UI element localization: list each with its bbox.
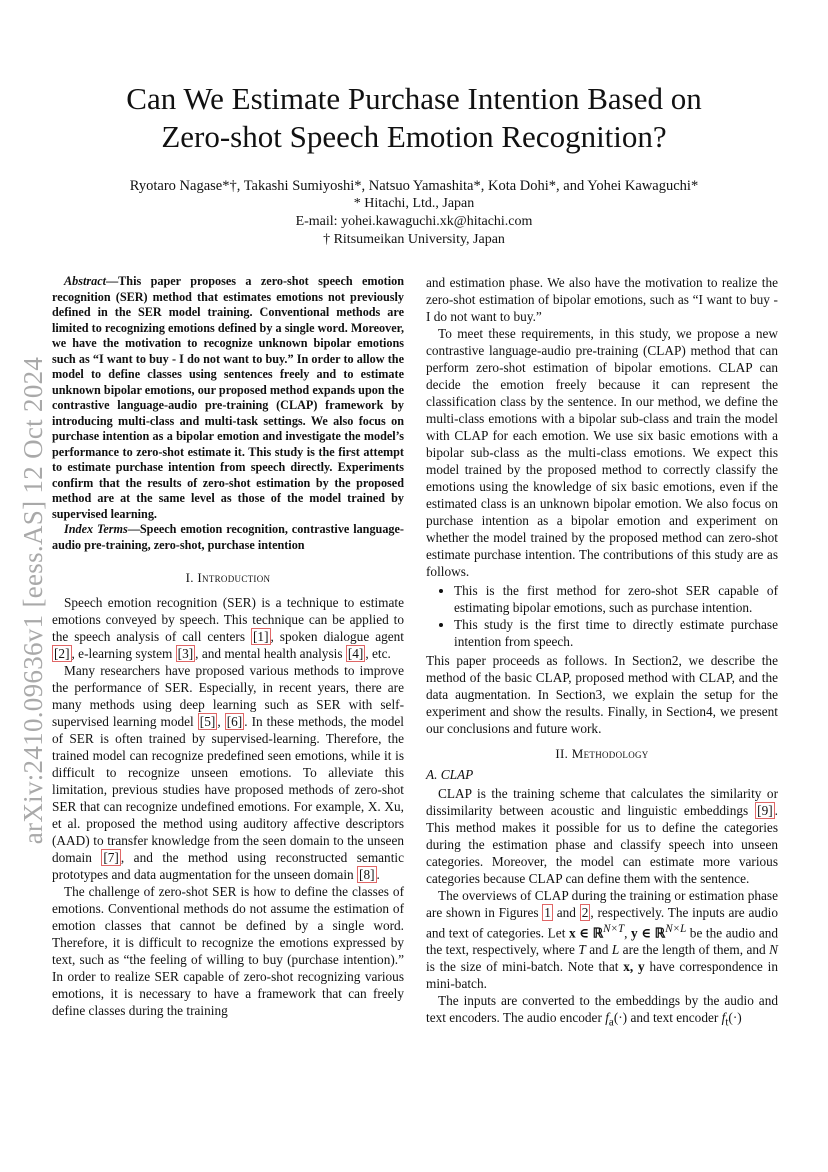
author-block: [60, 177, 768, 249]
text-run: , and mental health analysis: [195, 646, 346, 661]
intro-paragraph-5: This paper proceeds as follows. In Section2, we describe the method of the basic CLAP, proposed method with CLAP, and the data augmentation. In Section3, we explain the setup for the experiment and show the results. Finally, in Section4, we present our conclusions and future work.: [426, 653, 778, 736]
text-run: , respectively. The inputs are audio and text of categories. Let: [426, 905, 778, 941]
figure-link[interactable]: 1: [544, 905, 551, 920]
text-run: . In these methods, the model of SER is often trained by supervised-learning. Therefore, the trained model can recognize predefined seen emotions, while it is difficult to recognize unseen emotions. To alleviate this limitation, previous studies have proposed methods of zero-shot SER that can recognize undefined emotions. For example, X. Xu, et al. proposed the method using auditory affective descriptors (AAD) to transfer knowledge from the seen domain to the unseen domain: [52, 714, 404, 865]
section-number: II.: [555, 746, 572, 761]
text-run: .: [376, 867, 380, 882]
math-inline: x,: [623, 959, 634, 975]
math-subscript: a: [608, 1017, 614, 1030]
math-superscript: N×T: [603, 923, 625, 935]
subsection-heading-clap: A. CLAP: [426, 767, 474, 782]
text-run: Many researchers have proposed various methods to improve the performance of SER. Especially, in recent years, there are many methods using deep learning such as SER with self-supervised learning model: [52, 663, 404, 729]
math-inline: f: [605, 1010, 609, 1026]
citation-link[interactable]: [7]: [103, 850, 119, 865]
clap-paragraph-3: [426, 992, 778, 1032]
citation-link[interactable]: [3]: [177, 646, 194, 661]
math-inline: y ∈ ℝ: [631, 925, 666, 941]
citation-link[interactable]: [8]: [359, 867, 375, 882]
citation-link[interactable]: [2]: [54, 646, 70, 661]
math-inline: N: [769, 942, 778, 958]
text-run: and text encoder: [627, 1010, 722, 1026]
citation-link[interactable]: [1]: [253, 629, 269, 644]
intro-paragraph-4: To meet these requirements, in this study, we propose a new contrastive language-audio pre-training (CLAP) method that can perform zero-shot estimation of bipolar emotions. CLAP can decide the emotion freely because it can represent the classification class by the sentence. In our method, we define the multi-class emotions with a bipolar sub-class and train the model with CLAP for each emotion. We use six basic emotions with a bipolar sub-class as the multi-class emotions. We expect this model trained by the proposed method to correctly classify the emotions using the knowledge of six basic emotions, even if the estimated class is an unknown bipolar emotion. We also focus on purchase intention as a bipolar emotion and experiment on whether the model trained by the proposed method can zero-shot estimate purchase intention. The contributions of this study are as follows.: [426, 326, 778, 579]
abstract: [52, 274, 404, 522]
math-inline: L: [611, 942, 620, 958]
figure-link[interactable]: 2: [581, 905, 589, 920]
title-line-1: Can We Estimate Purchase Intention Based on: [126, 81, 702, 116]
text-run: , e-learning system: [71, 646, 176, 661]
citation-link[interactable]: [4]: [347, 646, 364, 661]
contribution-list: [426, 582, 778, 650]
math-inline: (·): [613, 1010, 628, 1026]
intro-paragraph-3-continued: and estimation phase. We also have the motivation to realize the zero-shot estimation of bipolar emotions, such as “I want to buy - I do not want to buy.”: [426, 275, 778, 324]
section-number: I.: [185, 570, 198, 585]
text-run: . This method makes it possible for us to define the categories during the estimation phase and classify speech into unseen categories. Moreover, the model can estimate more various categories because CLAP can define them with the sentence.: [426, 803, 778, 886]
math-inline: f: [721, 1010, 726, 1026]
clap-paragraph-2: The overviews of CLAP during the training or estimation phase are shown in Figures 1 and 2 , respectively. The inputs are audio and text of categories. Let x ∈ ℝ$^{N\times T}$, y ∈ ℝ$^{N\times L}$ be the audio and the text, respectively, where T and L are the length of them, and N is the size of mini-batch. Note that x, y have correspondence in mini-batch.: [426, 888, 779, 992]
citation-link[interactable]: [5]: [199, 714, 216, 729]
arxiv-stamp: [14, 320, 54, 880]
section-title: Methodology: [571, 746, 649, 761]
index-terms: [52, 522, 404, 553]
affiliation-ritsumeikan: † Ritsumeikan University, Japan: [323, 232, 505, 247]
citation-link[interactable]: [6]: [226, 714, 243, 729]
math-inline: x ∈ ℝ: [568, 925, 604, 941]
contact-email: E-mail: yohei.kawaguchi.xk@hitachi.com: [295, 214, 533, 229]
paper-title: [60, 80, 768, 156]
clap-paragraph-1: [426, 785, 778, 887]
text-run: are the length of them, and: [619, 942, 770, 958]
math-inline: (·): [728, 1010, 742, 1026]
contribution-item: • This is the first method for zero-shot SER capable of estimating bipolar emotions, such as purchase intention.: [454, 582, 778, 616]
author-list: Ryotaro Nagase*†, Takashi Sumiyoshi*, Natsuo Yamashita*, Kota Dohi*, and Yohei Kawaguchi*: [129, 178, 699, 194]
text-run: The inputs are converted to the embeddings by the audio and text encoders. The audio encoder: [426, 993, 778, 1026]
section-heading-methodology: [426, 745, 778, 762]
text-run: Speech emotion recognition (SER) is a technique to estimate emotions conveyed by speech. This technique can be applied to the speech analysis of call centers: [52, 595, 404, 644]
text-run: CLAP is the training scheme that calculates the similarity or dissimilarity between acoustic and linguistic embeddings: [426, 786, 778, 818]
left-column: [52, 274, 404, 1019]
math-inline: y: [638, 959, 645, 975]
abstract-lead: Abstract: [64, 274, 106, 288]
math-subscript: t: [725, 1017, 729, 1030]
text-run: be the audio and the text, respectively, where: [426, 925, 779, 958]
intro-paragraph-2: [52, 662, 404, 883]
arxiv-stamp-text[interactable]: arXiv:2410.09636v1 [eess.AS] 12 Oct 2024: [18, 356, 49, 844]
text-run: , spoken dialogue agent: [270, 629, 404, 644]
title-line-2: Zero-shot Speech Emotion Recognition?: [161, 119, 667, 154]
index-terms-body: —Speech emotion recognition, contrastive language-audio pre-training, zero-shot, purchase intention: [52, 522, 404, 552]
abstract-body: —This paper proposes a zero-shot speech emotion recognition (SER) method that estimates emotions not previously defined in the SER model training. Conventional methods are limited to recognizing emotions defined by a single word. Moreover, we have the motivation to recognize unknown bipolar emotions such as “I want to buy - I do not want to buy.” In order to allow the model to define classes using sentences freely and to estimate unknown bipolar emotions, our proposed method expands upon the contrastive language-audio pre-training (CLAP) framework by introducing multi-class and multi-task settings. We also focus on purchase intention as a bipolar emotion and investigate the model’s performance to zero-shot estimate it. This study is the first attempt to estimate purchase intention from speech directly. Experiments confirm that the results of zero-shot estimation by the proposed method are at the same level as those of the model trained by supervised learning.: [52, 274, 404, 521]
index-terms-lead: Index Terms: [64, 522, 128, 536]
math-superscript: N×L: [665, 923, 687, 935]
affiliation-hitachi: * Hitachi, Ltd., Japan: [353, 196, 475, 211]
intro-paragraph-3: The challenge of zero-shot SER is how to define the classes of emotions. Conventional methods do not assume the estimation of emotion classes that cannot be defined by a single word. Therefore, it is difficult to recognize the emotions expressed by text, such as “the feeling of willing to buy (purchase intention).” In order to realize SER capable of zero-shot recognizing various emotions, it is necessary to have a framework that can freely define classes during the training: [52, 884, 404, 1018]
section-heading-introduction: [52, 569, 404, 586]
citation-link[interactable]: [9]: [757, 803, 773, 818]
text-run: and: [552, 905, 580, 920]
text-run: , etc.: [365, 646, 391, 661]
text-run: ,: [217, 714, 225, 729]
section-title: Introduction: [197, 570, 271, 585]
text-run: and: [585, 942, 612, 958]
math-inline: T: [578, 942, 586, 958]
text-run: have correspondence in mini-batch.: [426, 959, 778, 992]
intro-paragraph-1: [52, 594, 404, 662]
text-run: is the size of mini-batch. Note that: [426, 959, 624, 975]
contribution-item: • This study is the first time to directly estimate purchase intention from speech.: [454, 616, 778, 650]
text-run: The overviews of CLAP during the training or estimation phase are shown in Figures: [426, 888, 778, 920]
text-run: , and the method using reconstructed semantic prototypes and data augmentation for the unseen domain: [52, 850, 404, 882]
right-column: [426, 274, 778, 1032]
